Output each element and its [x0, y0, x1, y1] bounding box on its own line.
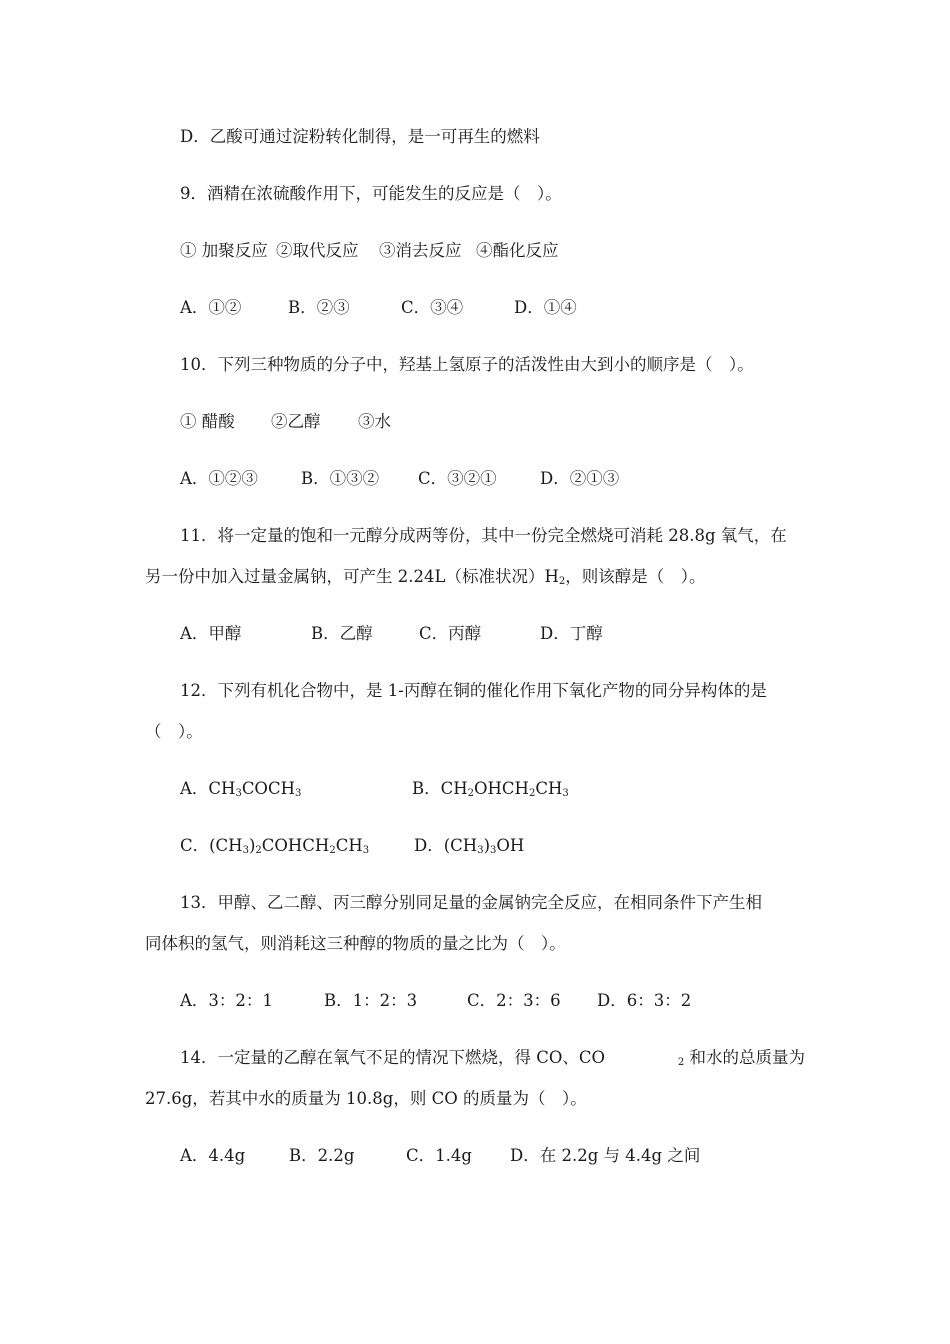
q10-stem: 10．下列三种物质的分子中，羟基上氢原子的活泼性由大到小的顺序是（ ）。: [180, 355, 754, 374]
q9-option-a: A．①②: [180, 298, 242, 317]
q14-option-a: A．4.4g: [180, 1146, 246, 1165]
q11-stem-line1: 11．将一定量的饱和一元醇分成两等份，其中一份完全燃烧可消耗 28.8g 氧气，在: [180, 526, 787, 545]
q11-option-d: D．丁醇: [540, 624, 603, 643]
q14-option-b: B．2.2g: [289, 1146, 355, 1165]
q9-option-d: D．①④: [514, 298, 577, 317]
q14-option-d: D．在 2.2g 与 4.4g 之间: [510, 1146, 701, 1165]
q11-stem-line2: 另一份中加入过量金属钠，可产生 2.24L（标准状况）$H_2$，则该醇是（ ）。: [145, 567, 706, 587]
q12-option-a: A．$CH_3COCH_3$: [180, 779, 302, 799]
q14-option-c: C．1.4g: [406, 1146, 472, 1165]
q14-stem-line2: 27.6g，若其中水的质量为 10.8g，则 CO 的质量为（ ）。: [145, 1089, 587, 1108]
q9-item-1: ① 加聚反应: [180, 241, 268, 260]
q14-stem-line1: 14．一定量的乙醇在氧气不足的情况下燃烧，得 CO、CO $_2$ 和水的总质量为: [180, 1048, 805, 1068]
q13-stem-line2: 同体积的氢气，则消耗这三种醇的物质的量之比为（ ）。: [145, 934, 566, 953]
q13-option-c: C．2：3：6: [467, 991, 561, 1010]
q11-option-c: C．丙醇: [419, 624, 482, 643]
q8-option-d: D．乙酸可通过淀粉转化制得，是一可再生的燃料: [180, 127, 540, 146]
q10-option-a: A．①②③: [180, 469, 258, 488]
q9-item-2: ②取代反应: [276, 241, 359, 260]
q13-stem-line1: 13．甲醇、乙二醇、丙三醇分别同足量的金属钠完全反应，在相同条件下产生相: [180, 893, 762, 912]
q10-option-b: B．①③②: [301, 469, 380, 488]
q10-option-c: C．③②①: [418, 469, 497, 488]
q9-stem: 9．酒精在浓硫酸作用下，可能发生的反应是（ ）。: [180, 184, 562, 203]
q13-option-d: D．6：3：2: [597, 991, 692, 1010]
q13-option-a: A．3：2：1: [180, 991, 273, 1010]
q13-option-b: B．1：2：3: [324, 991, 418, 1010]
q12-option-c: C．$(CH_3)_2COHCH_2CH_3$: [180, 836, 370, 856]
q9-option-c: C．③④: [401, 298, 464, 317]
q12-stem-line2: （ ）。: [145, 722, 203, 741]
q10-item-1: ① 醋酸: [180, 412, 235, 431]
q10-item-2: ②乙醇: [271, 412, 321, 431]
q9-option-b: B．②③: [288, 298, 350, 317]
q9-item-3: ③消去反应: [379, 241, 462, 260]
q12-stem-line1: 12．下列有机化合物中，是 1-丙醇在铜的催化作用下氧化产物的同分异构体的是: [180, 681, 767, 700]
q11-option-b: B．乙醇: [311, 624, 373, 643]
q12-option-d: D．$(CH_3)_3OH$: [414, 836, 525, 856]
q10-item-3: ③水: [358, 412, 391, 431]
q11-option-a: A．甲醇: [180, 624, 242, 643]
q12-option-b: B．$CH_2OHCH_2CH_3$: [412, 779, 569, 799]
q10-option-d: D．②①③: [540, 469, 620, 488]
q9-item-4: ④酯化反应: [476, 241, 559, 260]
